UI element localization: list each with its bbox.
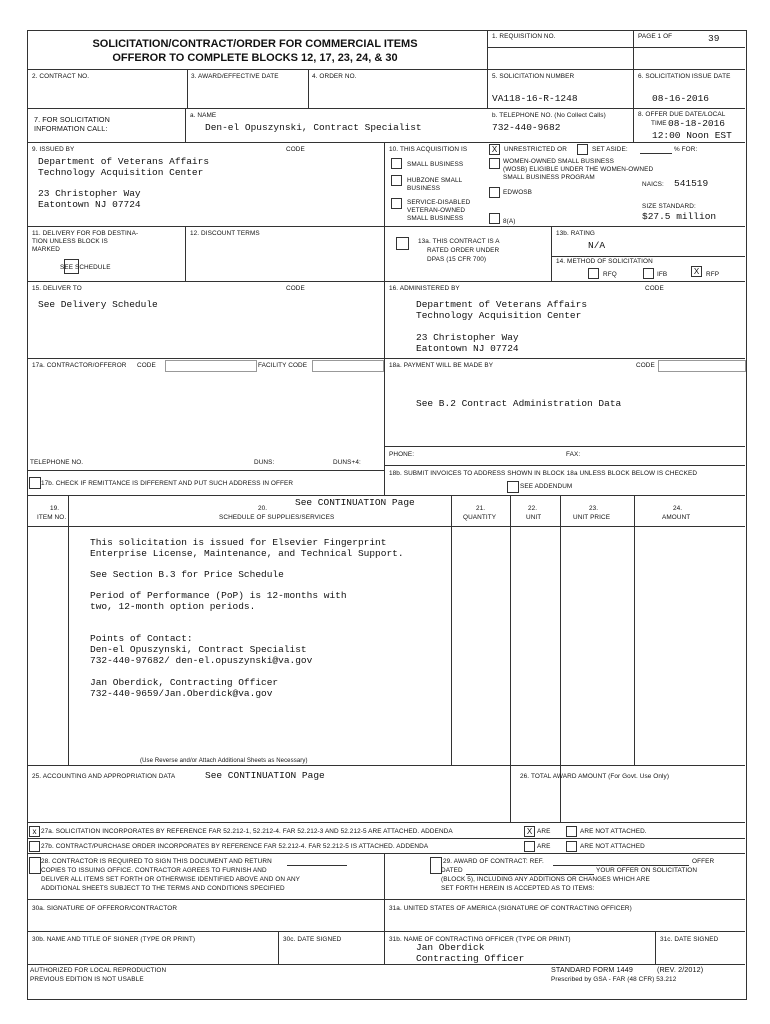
wosb-label: WOMEN-OWNED SMALL BUSINESS	[503, 158, 615, 165]
items-footer-note: (Use Reverse and/or Attach Additional Sheets as Necessary)	[140, 758, 308, 764]
address-line: Eatontown NJ 07724	[38, 199, 141, 210]
administered-by-label: 16. ADMINISTERED BY	[389, 285, 460, 292]
rfq-label: RFQ	[603, 271, 617, 278]
set-aside-label: SET ASIDE:	[592, 146, 628, 153]
8a-label: 8(A)	[503, 218, 516, 225]
footer-previous-edition: PREVIOUS EDITION IS NOT USABLE	[30, 976, 144, 983]
27b-label: 27b. CONTRACT/PURCHASE ORDER INCORPORATES BY REFERENCE FAR 52.212-4. FAR 52.212-5 IS ATTACHED. ADDENDA	[41, 843, 429, 850]
rule	[278, 931, 279, 964]
28-label: ADDITIONAL SHEETS SUBJECT TO THE TERMS AND CONDITIONS SPECIFIED	[41, 885, 285, 892]
ifb-label: IFB	[657, 271, 668, 278]
rule	[384, 446, 745, 447]
rule	[510, 765, 511, 822]
officer-name: Jan Oberdick	[416, 942, 485, 953]
rule	[27, 822, 745, 823]
29-label: 29. AWARD OF CONTRACT: REF.	[443, 858, 544, 865]
submit-invoices-label: 18b. SUBMIT INVOICES TO ADDRESS SHOWN IN BLOCK 18a UNLESS BLOCK BELOW IS CHECKED	[389, 470, 698, 477]
address-line: Technology Acquisition Center	[38, 167, 204, 178]
time-label: TIME	[651, 120, 667, 127]
28-label: COPIES TO ISSUING OFFICE. CONTRACTOR AGREES TO FURNISH AND	[41, 867, 267, 874]
footer-form-name: STANDARD FORM 1449	[551, 965, 633, 974]
hubzone-label: HUBZONE SMALL	[407, 177, 463, 184]
rule	[27, 495, 745, 496]
officer-title: Contracting Officer	[416, 953, 525, 964]
delivery-fob-label: 11. DELIVERY FOR FOB DESTINA-	[32, 230, 139, 237]
see-addendum-checkbox[interactable]	[507, 481, 519, 493]
27a-label: 27a. SOLICITATION INCORPORATES BY REFERENCE FAR 52.212-1, 52.212-4. FAR 52.212-3 AND 52.212-5 ARE ATTACHED. ADDENDA	[41, 828, 453, 835]
28-label: DELIVER ALL ITEMS SET FORTH OR OTHERWISE IDENTIFIED ABOVE AND ON ANY	[41, 876, 301, 883]
naics-code: 541519	[674, 178, 709, 189]
officer-name-label: 31b. NAME OF CONTRACTING OFFICER (TYPE OR PRINT)	[389, 936, 571, 943]
rule	[510, 495, 511, 765]
rated-order-label: DPAS (15 CFR 700)	[427, 256, 487, 263]
hubzone-label: BUSINESS	[407, 185, 441, 192]
rule	[27, 853, 745, 854]
form-title-line2: OFFEROR TO COMPLETE BLOCKS 12, 17, 23, 24, & 30	[112, 52, 398, 64]
contact-name: Den-el Opuszynski, Contract Specialist	[205, 122, 422, 133]
29-ref-line	[553, 865, 689, 866]
information-call-label: INFORMATION CALL:	[34, 124, 108, 133]
size-standard: $27.5 million	[642, 211, 717, 222]
schedule-continuation: See CONTINUATION Page	[295, 497, 415, 508]
hubzone-checkbox[interactable]	[391, 175, 402, 186]
rfq-checkbox[interactable]	[588, 268, 599, 279]
accounting-value: See CONTINUATION Page	[205, 770, 325, 781]
description-line: See Section B.3 for Price Schedule	[90, 569, 284, 580]
unit-price-label: UNIT PRICE	[573, 514, 611, 521]
solicitation-number: VA118-16-R-1248	[492, 93, 578, 104]
deliver-to-label: 15. DELIVER TO	[32, 285, 82, 292]
27b-are-not-checkbox[interactable]	[566, 841, 577, 852]
accounting-label: 25. ACCOUNTING AND APPROPRIATION DATA	[32, 773, 176, 780]
duns-label: DUNS:	[254, 459, 275, 466]
remittance-checkbox[interactable]	[29, 477, 41, 489]
28-label: 28. CONTRACTOR IS REQUIRED TO SIGN THIS DOCUMENT AND RETURN	[41, 858, 272, 865]
naics-label: NAICS:	[642, 181, 664, 188]
sdvosb-label: VETERAN-OWNED	[407, 207, 466, 214]
telephone-label: TELEPHONE NO.	[30, 459, 84, 466]
order-no-label: 4. ORDER NO.	[312, 73, 357, 80]
wosb-checkbox[interactable]	[489, 158, 500, 169]
rule	[27, 226, 745, 227]
rule	[308, 69, 309, 108]
set-aside-checkbox[interactable]	[577, 144, 588, 155]
rated-order-checkbox[interactable]	[396, 237, 409, 250]
discount-terms-label: 12. DISCOUNT TERMS	[190, 230, 260, 237]
unit-label: UNIT	[526, 514, 542, 521]
29-dated-label: DATED	[441, 867, 463, 874]
29-label: YOUR OFFER ON SOLICITATION	[596, 867, 698, 874]
set-aside-pct-line	[640, 153, 672, 154]
unrestricted-checkbox[interactable]: X	[489, 144, 500, 155]
27a-are-not-checkbox[interactable]	[566, 826, 577, 837]
description-line: two, 12-month option periods.	[90, 601, 256, 612]
signer-name-label: 30b. NAME AND TITLE OF SIGNER (TYPE OR PRINT)	[32, 936, 196, 943]
small-business-label: SMALL BUSINESS	[407, 161, 464, 168]
schedule-label: SCHEDULE OF SUPPLIES/SERVICES	[219, 514, 335, 521]
rule	[634, 495, 635, 765]
address-line: Technology Acquisition Center	[416, 310, 582, 321]
rule	[27, 281, 745, 282]
wosb-label: (WOSB) ELIGIBLE UNDER THE WOMEN-OWNED	[503, 166, 654, 173]
rule	[27, 765, 745, 766]
officer-date-label: 31c. DATE SIGNED	[660, 936, 719, 943]
issue-date-label: 6. SOLICITATION ISSUE DATE	[638, 73, 731, 80]
contractor-code-label: CODE	[137, 362, 156, 369]
date-signed-label: 30c. DATE SIGNED	[283, 936, 342, 943]
rule	[384, 853, 385, 964]
rule	[27, 142, 745, 143]
rule	[27, 470, 384, 471]
remittance-label: 17b. CHECK IF REMITTANCE IS DIFFERENT AND PUT SUCH ADDRESS IN OFFER	[41, 480, 294, 487]
solicitation-no-label: 5. SOLICITATION NUMBER	[492, 73, 575, 80]
address-line: 23 Christopher Way	[416, 332, 519, 343]
27b-are-label: ARE	[537, 843, 551, 850]
description-line: Den-el Opuszynski, Contract Specialist	[90, 644, 307, 655]
sdvosb-label: SMALL BUSINESS	[407, 215, 464, 222]
rule	[633, 30, 634, 142]
rule	[384, 465, 745, 466]
facility-code-label: FACILITY CODE	[258, 362, 308, 369]
for-solicitation-label: 7. FOR SOLICITATION	[34, 115, 110, 124]
wosb-label: SMALL BUSINESS PROGRAM	[503, 174, 595, 181]
rule	[384, 142, 385, 495]
rule	[27, 358, 745, 359]
rule	[185, 226, 186, 281]
address-line: 23 Christopher Way	[38, 188, 141, 199]
rule	[27, 526, 745, 527]
total-award-label: 26. TOTAL AWARD AMOUNT (For Govt. Use Only)	[520, 773, 670, 780]
description-line: Period of Performance (PoP) is 12-months with	[90, 590, 347, 601]
delivery-fob-label: TION UNLESS BLOCK IS	[32, 238, 108, 245]
ifb-checkbox[interactable]	[643, 268, 654, 279]
schedule-number: 20.	[258, 505, 268, 512]
description-line: 732-440-97682/ den-el.opuszynski@va.gov	[90, 655, 313, 666]
description-line: 732-440-9659/Jan.Oberdick@va.gov	[90, 688, 273, 699]
27b-are-not-label: ARE NOT ATTACHED	[580, 843, 645, 850]
page-label: PAGE 1 OF	[638, 33, 673, 40]
27a-are-not-label: ARE NOT ATTACHED.	[580, 828, 647, 835]
page-total: 39	[708, 33, 720, 44]
27b-are-checkbox[interactable]	[524, 841, 535, 852]
offer-due-label: 8. OFFER DUE DATE/LOCAL	[638, 111, 726, 118]
telephone-label: b. TELEPHONE NO. (No Collect Calls)	[492, 112, 606, 119]
29-label: (BLOCK 5), INCLUDING ANY ADDITIONS OR CHANGES WHICH ARE	[441, 876, 650, 883]
contractor-label: 17a. CONTRACTOR/OFFEROR	[32, 362, 127, 369]
rule	[27, 838, 745, 839]
29-label: SET FORTH HEREIN IS ACCEPTED AS TO ITEMS:	[441, 885, 595, 892]
footer-revision: (REV. 2/2012)	[657, 965, 704, 974]
8a-checkbox[interactable]	[489, 213, 500, 224]
issue-date: 08-16-2016	[652, 93, 710, 104]
29-offer-label: OFFER	[692, 858, 715, 865]
footer-prescribed: Prescribed by GSA - FAR (48 CFR) 53.212	[551, 976, 677, 983]
rating-label: 13b. RATING	[556, 230, 595, 237]
rule	[27, 899, 745, 900]
administered-by-code-label: CODE	[645, 285, 664, 292]
size-standard-label: SIZE STANDARD:	[642, 203, 696, 210]
address-line: Eatontown NJ 07724	[416, 343, 519, 354]
rule	[27, 964, 745, 965]
name-label: a. NAME	[190, 112, 217, 119]
rule	[27, 931, 745, 932]
issued-by-code-label: CODE	[286, 146, 305, 153]
rule	[551, 256, 745, 257]
28-checkbox[interactable]	[29, 857, 41, 874]
rule	[655, 931, 656, 964]
phone-label: PHONE:	[389, 451, 415, 458]
offer-due-date: 08-18-2016	[668, 118, 726, 129]
address-line: Department of Veterans Affairs	[38, 156, 210, 167]
27b-checkbox[interactable]	[29, 841, 40, 852]
28-copies-line	[287, 865, 347, 866]
unit-number: 22.	[528, 505, 538, 512]
description-line: Jan Oberdick, Contracting Officer	[90, 677, 279, 688]
rating-value: N/A	[588, 240, 606, 251]
payment-label: 18a. PAYMENT WILL BE MADE BY	[389, 362, 494, 369]
footer-reproduction: AUTHORIZED FOR LOCAL REPRODUCTION	[30, 967, 167, 974]
rule	[27, 108, 745, 109]
signature-officer-label: 31a. UNITED STATES OF AMERICA (SIGNATURE OF CONTRACTING OFFICER)	[389, 905, 632, 912]
form-title-line1: SOLICITATION/CONTRACT/ORDER FOR COMMERCIAL ITEMS	[92, 38, 418, 50]
fax-label: FAX:	[566, 451, 581, 458]
amount-number: 24.	[673, 505, 683, 512]
27a-are-label: ARE	[537, 828, 551, 835]
29-dated-line	[466, 874, 594, 875]
rfp-label: RFP	[706, 271, 720, 278]
rated-order-label: RATED ORDER UNDER	[427, 247, 500, 254]
rule	[487, 30, 488, 108]
delivery-fob-label: MARKED	[32, 246, 60, 253]
rule	[68, 495, 69, 765]
edwosb-label: EDWOSB	[503, 189, 533, 196]
rule	[451, 495, 452, 765]
facility-code-field[interactable]	[312, 360, 384, 372]
deliver-to-value: See Delivery Schedule	[38, 299, 158, 310]
method-label: 14. METHOD OF SOLICITATION	[556, 258, 653, 265]
edwosb-checkbox[interactable]	[489, 187, 500, 198]
sdvosb-checkbox[interactable]	[391, 198, 402, 209]
acquisition-label: 10. THIS ACQUISITION IS	[389, 146, 468, 153]
signature-offeror-label: 30a. SIGNATURE OF OFFEROR/CONTRACTOR	[32, 905, 178, 912]
quantity-label: QUANTITY	[463, 514, 497, 521]
duns4-label: DUNS+4:	[333, 459, 361, 466]
payment-value: See B.2 Contract Administration Data	[416, 398, 622, 409]
rated-order-label: 13a. THIS CONTRACT IS A	[418, 238, 500, 245]
27a-checkbox[interactable]: x	[29, 826, 40, 837]
small-business-checkbox[interactable]	[391, 158, 402, 169]
description-line: This solicitation is issued for Elsevier Fingerprint	[90, 537, 387, 548]
27a-are-checkbox[interactable]: X	[524, 826, 535, 837]
issued-by-label: 9. ISSUED BY	[32, 146, 75, 153]
offer-due-time: 12:00 Noon EST	[652, 130, 732, 141]
rfp-checkbox[interactable]: X	[691, 266, 702, 277]
quantity-number: 21.	[476, 505, 486, 512]
pct-for-label: % FOR:	[674, 146, 698, 153]
amount-label: AMOUNT	[662, 514, 691, 521]
rule	[551, 226, 552, 281]
contractor-code-field[interactable]	[165, 360, 257, 372]
rule	[487, 47, 745, 48]
unit-price-number: 23.	[589, 505, 599, 512]
description-line: Points of Contact:	[90, 633, 193, 644]
address-line: Department of Veterans Affairs	[416, 299, 588, 310]
payment-code-field[interactable]	[658, 360, 746, 372]
item-no-number: 19.	[50, 505, 60, 512]
requisition-no-label: 1. REQUISITION NO.	[492, 33, 556, 40]
sdvosb-label: SERVICE-DISABLED	[407, 199, 471, 206]
rule	[27, 69, 745, 70]
see-addendum-label: SEE ADDENDUM	[520, 483, 573, 490]
item-no-label: ITEM NO.	[37, 514, 67, 521]
award-date-label: 3. AWARD/EFFECTIVE DATE	[191, 73, 279, 80]
contract-no-label: 2. CONTRACT NO.	[32, 73, 90, 80]
see-schedule-label: SEE SCHEDULE	[60, 264, 111, 271]
rule	[185, 108, 186, 142]
contact-phone: 732-440-9682	[492, 122, 561, 133]
description-line: Enterprise License, Maintenance, and Technical Support.	[90, 548, 404, 559]
rule	[187, 69, 188, 108]
payment-code-label: CODE	[636, 362, 655, 369]
unrestricted-label: UNRESTRICTED OR	[504, 146, 567, 153]
deliver-to-code-label: CODE	[286, 285, 305, 292]
